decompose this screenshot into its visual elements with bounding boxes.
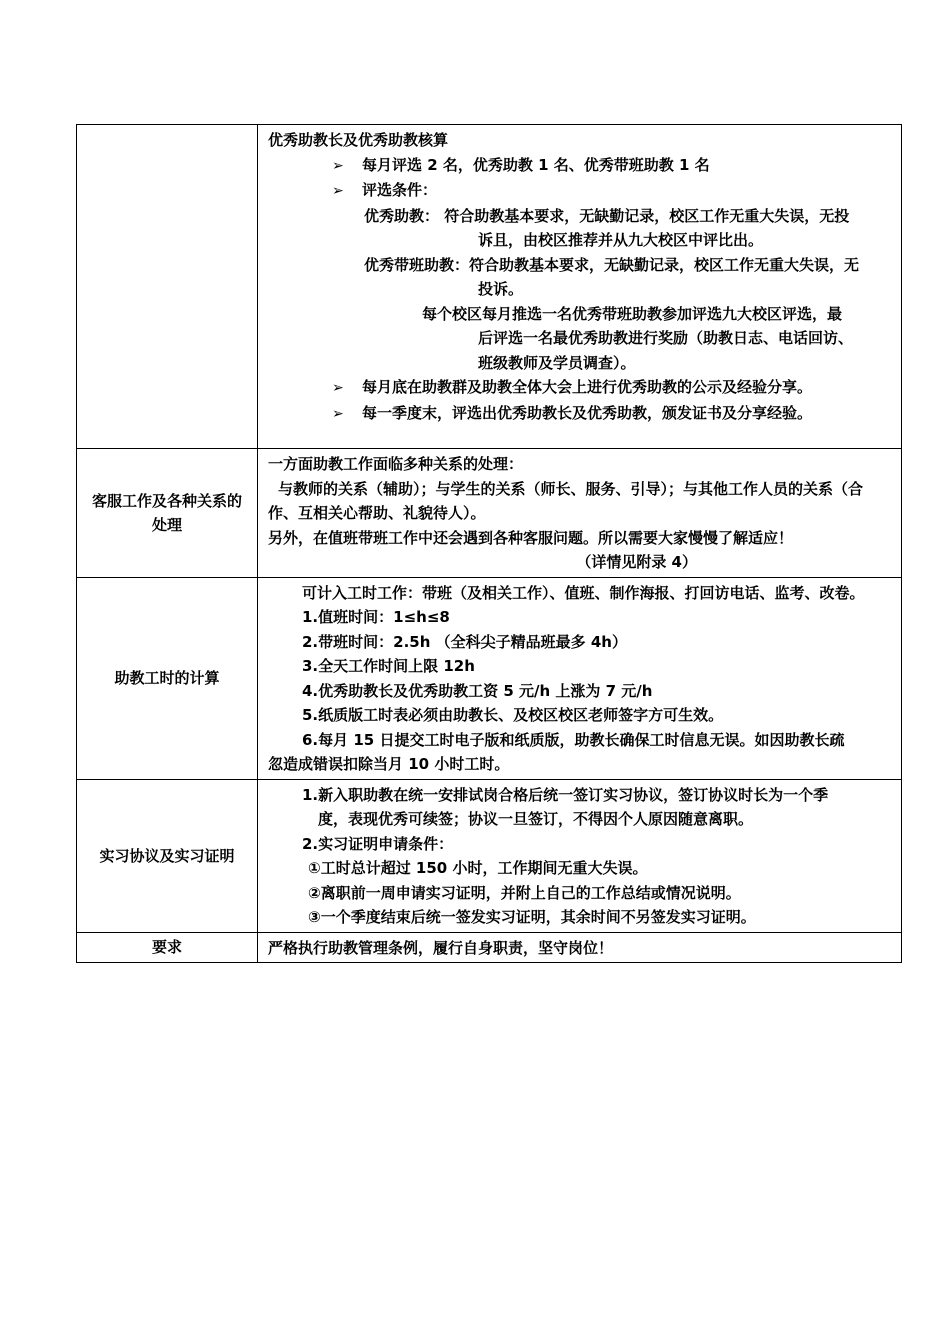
text-line: ③一个季度结束后统一签发实习证明，其余时间不另签发实习证明。 <box>308 908 756 926</box>
text-line: 4.优秀助教长及优秀助教工资 5 元/h 上涨为 7 元/h <box>302 681 653 700</box>
text-line: 每个校区每月推选一名优秀带班助教参加评选九大校区评选，最 <box>422 304 843 323</box>
text-line: 后评选一名最优秀助教进行奖励（助教日志、电话回访、 <box>478 329 854 347</box>
text-line: 优秀助教： 符合助教基本要求，无缺勤记录，校区工作无重大失误，无投 <box>364 206 850 225</box>
row-label: 客服工作及各种关系的处理 <box>77 449 258 578</box>
bullet-arrow-icon: ➢ <box>332 157 344 174</box>
text-line: 一方面助教工作面临多种关系的处理： <box>268 455 524 473</box>
row-label <box>77 125 258 449</box>
text-line: 度，表现优秀可续签；协议一旦签订，不得因个人原因随意离职。 <box>318 810 754 828</box>
text-line: 另外，在值班带班工作中还会遇到各种客服问题。所以需要大家慢慢了解适应！ <box>268 528 794 547</box>
table-row <box>77 779 902 932</box>
row-content <box>258 779 902 932</box>
text-line: 3.全天工作时间上限 12h <box>302 657 475 675</box>
table-row <box>77 125 902 449</box>
list-item: ➢ 每一季度末，评选出优秀助教长及优秀助教，颁发证书及分享经验。 <box>268 401 893 427</box>
table-row <box>77 932 902 963</box>
document-table <box>76 124 902 963</box>
row-content <box>258 449 902 578</box>
list-item: ➢ 每月评选 2 名，优秀助教 1 名、优秀带班助教 1 名 <box>268 153 893 179</box>
row-label: 实习协议及实习证明 <box>77 779 258 932</box>
text-line: 与教师的关系（辅助）；与学生的关系（师长、服务、引导）；与其他工作人员的关系（合 <box>278 479 864 498</box>
table-row <box>77 449 902 578</box>
text-line: 作、互相关心帮助、礼貌待人）。 <box>268 504 486 522</box>
text-line: 诉且，由校区推荐并从九大校区中评比出。 <box>478 231 764 249</box>
row-content <box>258 932 902 963</box>
table-row <box>77 577 902 779</box>
text-line: 1.新入职助教在统一安排试岗合格后统一签订实习协议，签订协议时长为一个季 <box>302 785 829 804</box>
row-label: 助教工时的计算 <box>77 577 258 779</box>
bullet-arrow-icon: ➢ <box>332 405 344 422</box>
text-line: 2.带班时间：2.5h （全科尖子精品班最多 4h） <box>302 632 627 651</box>
text-line: ②离职前一周申请实习证明，并附上自己的工作总结或情况说明。 <box>308 883 741 902</box>
text-line: 可计入工时工作：带班（及相关工作）、值班、制作海报、打回访电话、监考、改卷。 <box>302 583 865 602</box>
text-line: 忽造成错误扣除当月 10 小时工时。 <box>268 755 510 773</box>
text-line: 2.实习证明申请条件： <box>302 834 454 853</box>
text-line: 严格执行助教管理条例，履行自身职责，坚守岗位！ <box>268 938 614 957</box>
text-line: 投诉。 <box>478 280 524 298</box>
list-item: ➢ 评选条件： <box>268 178 893 204</box>
bullet-arrow-icon: ➢ <box>332 183 344 199</box>
text-line: ①工时总计超过 150 小时，工作期间无重大失误。 <box>308 859 648 877</box>
row-content <box>258 125 902 449</box>
text-line: 5.纸质版工时表必须由助教长、及校区校区老师签字方可生效。 <box>302 706 724 724</box>
text-line: 优秀带班助教：符合助教基本要求，无缺勤记录，校区工作无重大失误，无 <box>364 255 860 274</box>
text-line: 1.值班时间：1≤h≤8 <box>302 608 450 626</box>
text-line: 6.每月 15 日提交工时电子版和纸质版，助教长确保工时信息无误。如因助教长疏 <box>302 730 845 749</box>
row-label: 要求 <box>77 932 258 963</box>
text-line: 班级教师及学员调查）。 <box>478 353 636 372</box>
text-line: （详情见附录 4） <box>576 553 697 571</box>
row-content <box>258 577 902 779</box>
section-heading: 优秀助教长及优秀助教核算 <box>268 131 449 149</box>
bullet-arrow-icon: ➢ <box>332 380 344 396</box>
list-item: ➢ 每月底在助教群及助教全体大会上进行优秀助教的公示及经验分享。 <box>268 375 893 401</box>
